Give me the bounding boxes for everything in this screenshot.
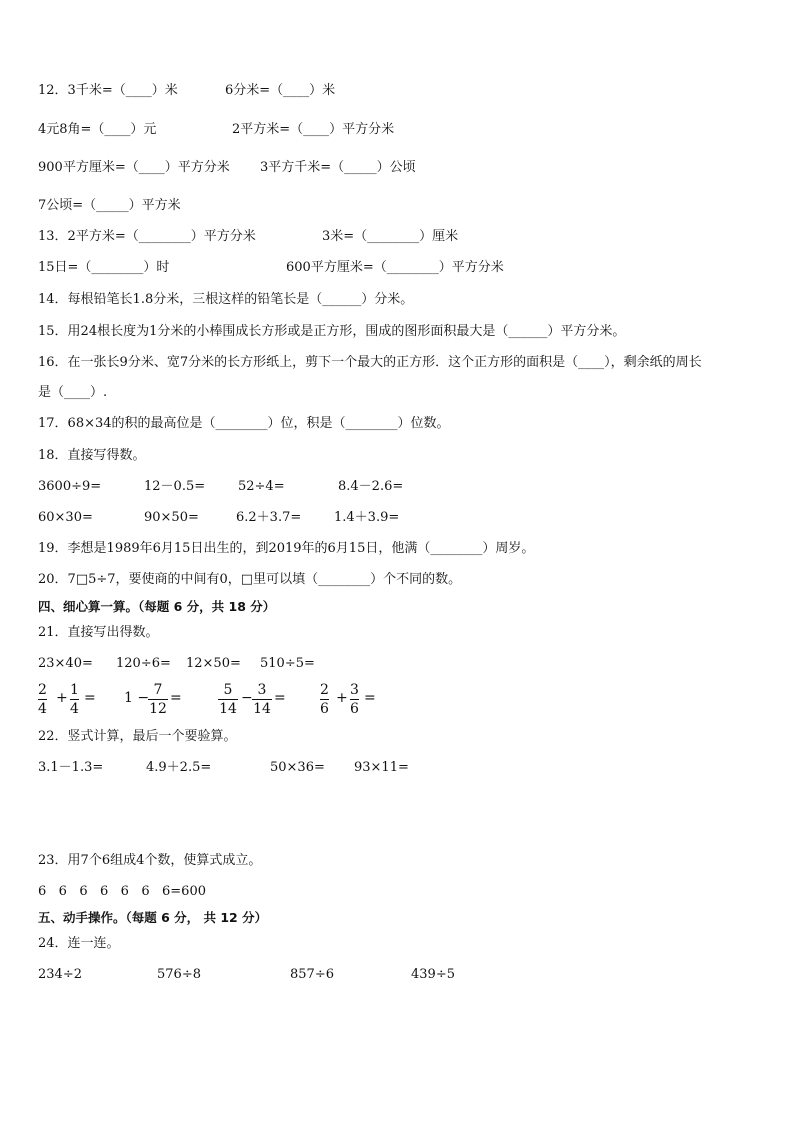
fraction: 1 4: [70, 682, 79, 717]
q18-calc: 8.4－2.6=: [338, 479, 404, 494]
question-16-line2: 是（____）.: [38, 385, 108, 400]
q21-calc: 23×40=: [38, 656, 93, 671]
q22-calc: 3.1－1.3=: [38, 760, 104, 775]
q18-calc: 60×30=: [38, 510, 93, 525]
question-19: 19．李想是1989年6月15日出生的，到2019年的6月15日，他满（________）周岁。: [38, 541, 535, 556]
question-22-title: 22．竖式计算，最后一个要验算。: [38, 729, 237, 744]
q18-calc: 90×50=: [144, 510, 199, 525]
question-20: 20．7□5÷7，要使商的中间有0，□里可以填（________）个不同的数。: [38, 572, 462, 587]
fraction: 5 14: [219, 682, 237, 717]
section-4-heading: 四、细心算一算。（每题 6 分，共 18 分）: [38, 599, 276, 614]
q12-item-sqm: 2平方米=（____）平方分米: [232, 122, 395, 137]
fraction: 7 12: [149, 682, 167, 717]
q22-calc: 4.9＋2.5=: [146, 760, 212, 775]
question-24-title: 24．连一连。: [38, 936, 120, 951]
q24-item: 234÷2: [38, 967, 82, 982]
equals: =: [84, 690, 96, 706]
operator: 1 −: [124, 690, 150, 706]
q18-calc: 3600÷9=: [38, 479, 102, 494]
q12-item-hectare: 7公顷=（_____）平方米: [38, 198, 181, 213]
q22-calc: 93×11=: [354, 760, 409, 775]
question-16-line1: 16．在一张长9分米、宽7分米的长方形纸上，剪下一个最大的正方形．这个正方形的面积是（____），剩余纸的周长: [38, 355, 702, 370]
question-14: 14．每根铅笔长1.8分米，三根这样的铅笔长是（______）分米。: [38, 292, 414, 307]
q21-calc: 12×50=: [186, 656, 241, 671]
q18-calc: 1.4＋3.9=: [334, 510, 400, 525]
q24-item: 439÷5: [411, 967, 455, 982]
q24-item: 576÷8: [157, 967, 201, 982]
fraction: 2 4: [38, 682, 47, 717]
fraction: 2 6: [320, 682, 329, 717]
equals: =: [274, 690, 286, 706]
q22-calc: 50×36=: [270, 760, 325, 775]
equals: =: [364, 690, 376, 706]
fraction: 3 6: [350, 682, 359, 717]
q21-calc: 510÷5=: [260, 656, 315, 671]
q13-item-m: 3米=（________）厘米: [322, 229, 459, 244]
q12-item-km: 12．3千米=（____）米: [38, 83, 178, 98]
question-23-title: 23．用7个6组成4个数，使算式成立。: [38, 853, 262, 868]
q18-calc: 12－0.5=: [144, 479, 206, 494]
q13-item-sqcm: 600平方厘米=（________）平方分米: [286, 260, 504, 275]
operator: +: [336, 690, 348, 706]
q13-item-sqm: 13．2平方米=（________）平方分米: [38, 229, 256, 244]
equals: =: [170, 690, 182, 706]
operator: −: [241, 690, 253, 706]
q12-item-sqcm: 900平方厘米=（____）平方分米: [38, 160, 230, 175]
q18-calc: 52÷4=: [238, 479, 285, 494]
question-15: 15．用24根长度为1分米的小棒围成长方形或是正方形，围成的图形面积最大是（______）平方分米。: [38, 324, 626, 339]
q12-item-yuan: 4元8角=（____）元: [38, 122, 157, 137]
question-21-title: 21．直接写出得数。: [38, 625, 159, 640]
q12-item-sqkm: 3平方千米=（_____）公顷: [260, 160, 416, 175]
question-17: 17．68×34的积的最高位是（________）位，积是（________）位数。: [38, 416, 450, 431]
question-23-equation: 6 6 6 6 6 6 6=600: [38, 884, 206, 899]
q21-calc: 120÷6=: [116, 656, 171, 671]
section-5-heading: 五、动手操作。（每题 6 分， 共 12 分）: [38, 910, 268, 925]
q12-item-dm: 6分米=（____）米: [225, 83, 336, 98]
question-18-title: 18．直接写得数。: [38, 448, 146, 463]
q18-calc: 6.2＋3.7=: [236, 510, 302, 525]
q24-item: 857÷6: [290, 967, 334, 982]
fraction: 3 14: [253, 682, 271, 717]
q13-item-day: 15日=（________）时: [38, 260, 170, 275]
operator: +: [56, 690, 68, 706]
